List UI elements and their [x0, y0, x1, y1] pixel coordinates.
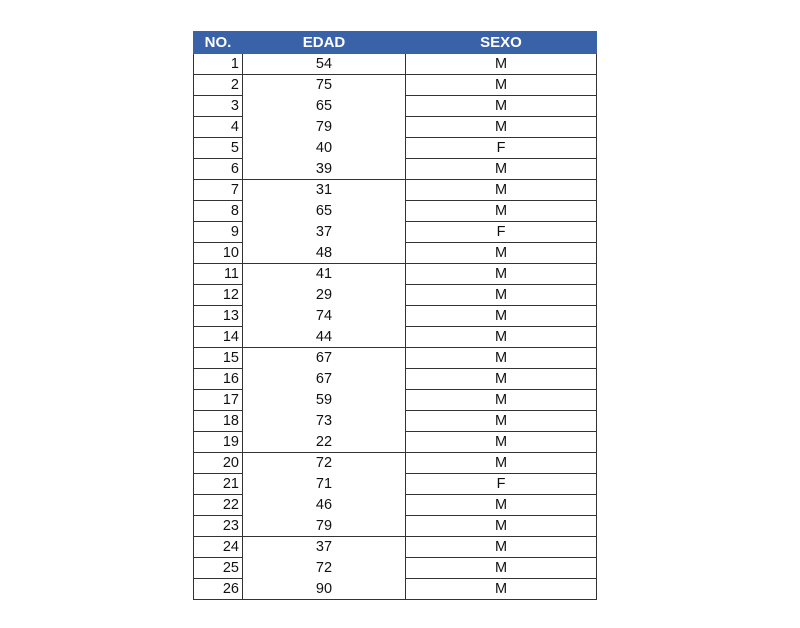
cell-sexo: M [406, 327, 597, 348]
table-row [194, 327, 597, 348]
cell-no: 9 [194, 222, 243, 243]
table-row [194, 558, 597, 579]
cell-edad: 41 [243, 264, 406, 285]
cell-no: 25 [194, 558, 243, 579]
cell-no: 19 [194, 432, 243, 453]
cell-no: 12 [194, 285, 243, 306]
cell-edad: 67 [243, 348, 406, 369]
cell-sexo: M [406, 180, 597, 201]
cell-sexo: F [406, 222, 597, 243]
table-row [194, 390, 597, 411]
cell-sexo: M [406, 411, 597, 432]
cell-sexo: M [406, 285, 597, 306]
table-row [194, 537, 597, 558]
cell-no: 8 [194, 201, 243, 222]
cell-no: 24 [194, 537, 243, 558]
cell-edad: 37 [243, 537, 406, 558]
cell-sexo: M [406, 264, 597, 285]
table-row [194, 411, 597, 432]
cell-edad: 72 [243, 558, 406, 579]
table-row [194, 495, 597, 516]
cell-sexo: M [406, 75, 597, 96]
cell-edad: 72 [243, 453, 406, 474]
table-row [194, 117, 597, 138]
cell-edad: 31 [243, 180, 406, 201]
cell-no: 16 [194, 369, 243, 390]
cell-sexo: M [406, 348, 597, 369]
cell-no: 1 [194, 54, 243, 75]
cell-sexo: M [406, 201, 597, 222]
cell-no: 18 [194, 411, 243, 432]
table-row [194, 243, 597, 264]
cell-sexo: M [406, 369, 597, 390]
cell-no: 23 [194, 516, 243, 537]
cell-sexo: M [406, 96, 597, 117]
cell-edad: 22 [243, 432, 406, 453]
cell-sexo: M [406, 54, 597, 75]
cell-no: 26 [194, 579, 243, 600]
cell-sexo: M [406, 306, 597, 327]
cell-edad: 39 [243, 159, 406, 180]
table-row [194, 516, 597, 537]
cell-sexo: M [406, 432, 597, 453]
table-row [194, 453, 597, 474]
cell-no: 2 [194, 75, 243, 96]
table-row [194, 96, 597, 117]
cell-no: 6 [194, 159, 243, 180]
table-row [194, 432, 597, 453]
cell-edad: 67 [243, 369, 406, 390]
table-row [194, 369, 597, 390]
cell-edad: 44 [243, 327, 406, 348]
header-row [194, 32, 597, 54]
cell-edad: 73 [243, 411, 406, 432]
cell-no: 17 [194, 390, 243, 411]
cell-no: 15 [194, 348, 243, 369]
table-row [194, 474, 597, 495]
table-row [194, 579, 597, 600]
cell-no: 4 [194, 117, 243, 138]
cell-edad: 59 [243, 390, 406, 411]
cell-edad: 74 [243, 306, 406, 327]
cell-edad: 65 [243, 201, 406, 222]
cell-no: 22 [194, 495, 243, 516]
cell-edad: 65 [243, 96, 406, 117]
cell-no: 5 [194, 138, 243, 159]
cell-sexo: M [406, 495, 597, 516]
table-row [194, 306, 597, 327]
cell-edad: 71 [243, 474, 406, 495]
cell-sexo: M [406, 516, 597, 537]
cell-sexo: F [406, 138, 597, 159]
cell-no: 13 [194, 306, 243, 327]
cell-sexo: M [406, 159, 597, 180]
cell-edad: 79 [243, 516, 406, 537]
cell-no: 7 [194, 180, 243, 201]
table-row [194, 54, 597, 75]
cell-edad: 29 [243, 285, 406, 306]
header-sexo: SEXO [406, 32, 597, 54]
cell-edad: 54 [243, 54, 406, 75]
table-row [194, 180, 597, 201]
cell-edad: 90 [243, 579, 406, 600]
cell-sexo: M [406, 390, 597, 411]
cell-sexo: M [406, 579, 597, 600]
table-row [194, 285, 597, 306]
cell-sexo: M [406, 243, 597, 264]
data-table [193, 31, 597, 600]
table-row [194, 264, 597, 285]
table-row [194, 348, 597, 369]
cell-edad: 48 [243, 243, 406, 264]
cell-edad: 79 [243, 117, 406, 138]
cell-no: 21 [194, 474, 243, 495]
header-no: NO. [194, 32, 243, 54]
table-row [194, 75, 597, 96]
table-row [194, 222, 597, 243]
cell-edad: 46 [243, 495, 406, 516]
table-row [194, 159, 597, 180]
cell-edad: 37 [243, 222, 406, 243]
cell-no: 11 [194, 264, 243, 285]
header-edad: EDAD [243, 32, 406, 54]
cell-sexo: F [406, 474, 597, 495]
cell-edad: 75 [243, 75, 406, 96]
table-row [194, 201, 597, 222]
cell-no: 3 [194, 96, 243, 117]
cell-sexo: M [406, 453, 597, 474]
cell-sexo: M [406, 117, 597, 138]
cell-edad: 40 [243, 138, 406, 159]
cell-no: 14 [194, 327, 243, 348]
cell-sexo: M [406, 537, 597, 558]
cell-sexo: M [406, 558, 597, 579]
table-row [194, 138, 597, 159]
cell-no: 20 [194, 453, 243, 474]
cell-no: 10 [194, 243, 243, 264]
